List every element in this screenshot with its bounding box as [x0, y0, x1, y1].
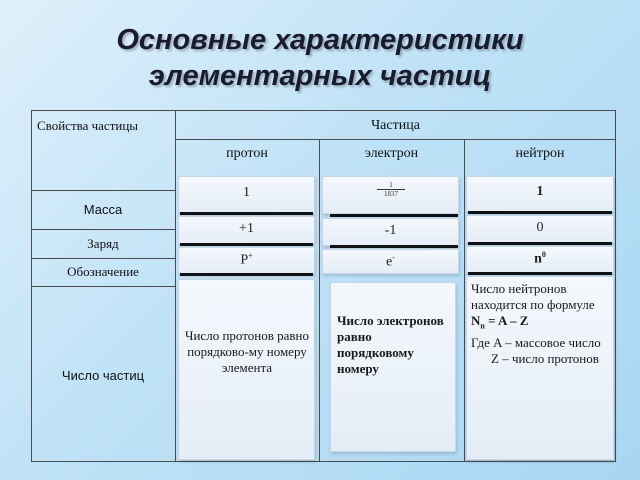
neutron-charge-panel — [466, 215, 614, 243]
row-label-charge: Заряд — [87, 236, 119, 251]
electron-symbol-sup: - — [392, 253, 395, 262]
row-label-mass: Масса — [83, 202, 123, 217]
electron-charge-bar — [330, 245, 458, 248]
proton-charge-bar — [180, 243, 313, 246]
group-header: Частица — [371, 118, 420, 133]
proton-symbol-panel — [178, 247, 315, 274]
neutron-charge-bar — [468, 242, 612, 245]
electron-mass-fraction — [377, 181, 405, 198]
table-border-right — [615, 110, 616, 462]
column-header-proton: протон — [226, 146, 268, 161]
neutron-count-panel — [466, 276, 614, 460]
column-header-neutron: нейтрон — [515, 146, 565, 161]
row-divider-3 — [31, 258, 175, 259]
neutron-formula — [471, 313, 609, 335]
neutron-symbol-bar — [468, 272, 612, 275]
proton-count-panel — [178, 279, 315, 460]
table-divider-col2 — [319, 139, 320, 462]
proton-mass-value: 1 — [243, 185, 250, 200]
electron-charge-panel — [322, 218, 459, 246]
electron-mass-bar — [330, 214, 458, 217]
table-divider-col3 — [464, 139, 465, 462]
electron-count-panel — [330, 282, 456, 452]
neutron-symbol-letter: n — [534, 251, 542, 267]
page-title — [0, 22, 640, 94]
neutron-count-line2: Где A – массовое число — [471, 334, 601, 350]
neutron-count-text — [471, 281, 609, 367]
neutron-mass-panel — [466, 176, 614, 212]
electron-count-text: Число электронов равно порядковому номеру — [337, 313, 444, 376]
proton-symbol — [179, 251, 314, 269]
row-divider-4 — [31, 286, 175, 287]
row-label-count: Число частиц — [61, 368, 145, 383]
table-divider-props — [175, 110, 176, 462]
proton-symbol-letter: P — [240, 252, 249, 268]
proton-charge-value: +1 — [239, 221, 254, 236]
neutron-symbol — [467, 250, 613, 268]
column-header-electron: электрон — [364, 146, 419, 161]
electron-symbol-letter: e — [386, 254, 393, 270]
proton-symbol-sup: + — [248, 251, 253, 260]
neutron-symbol-sup: 0 — [541, 250, 546, 259]
table-border-bottom — [31, 461, 616, 462]
neutron-symbol-panel — [466, 246, 614, 273]
electron-mass-panel — [322, 176, 459, 214]
electron-symbol-panel — [322, 249, 459, 274]
row-label-symbol: Обозначение — [67, 264, 139, 279]
neutron-mass-bar — [468, 211, 612, 214]
proton-mass-bar — [180, 212, 313, 215]
table-divider-group — [175, 139, 616, 140]
proton-charge-panel — [178, 216, 315, 244]
neutron-formula-lhs: N — [471, 313, 481, 328]
electron-symbol — [323, 253, 458, 271]
proton-mass-panel — [178, 176, 315, 214]
electron-mass-denominator: 1837 — [377, 189, 405, 198]
neutron-formula-rhs: = A – Z — [484, 313, 529, 328]
title-line-1: Основные характеристики — [116, 24, 524, 56]
neutron-count-line1: Число нейтронов находится по формуле — [471, 281, 595, 312]
neutron-charge-value: 0 — [536, 220, 544, 235]
electron-charge-value: -1 — [384, 223, 397, 238]
electron-mass-numerator: 1 — [389, 181, 393, 189]
table-border-top — [31, 110, 616, 111]
proton-count-text: Число протонов равно порядково-му номеру элемента — [185, 328, 309, 375]
neutron-mass-value: 1 — [536, 184, 544, 199]
neutron-count-line3: Z – число протонов — [491, 350, 599, 366]
corner-header: Свойства частицы — [37, 118, 139, 133]
proton-symbol-bar — [180, 273, 313, 276]
neutron-formula-sub: n — [480, 321, 485, 331]
row-divider-1 — [31, 190, 175, 191]
title-line-2: элементарных частиц — [148, 60, 492, 92]
row-divider-2 — [31, 229, 175, 230]
